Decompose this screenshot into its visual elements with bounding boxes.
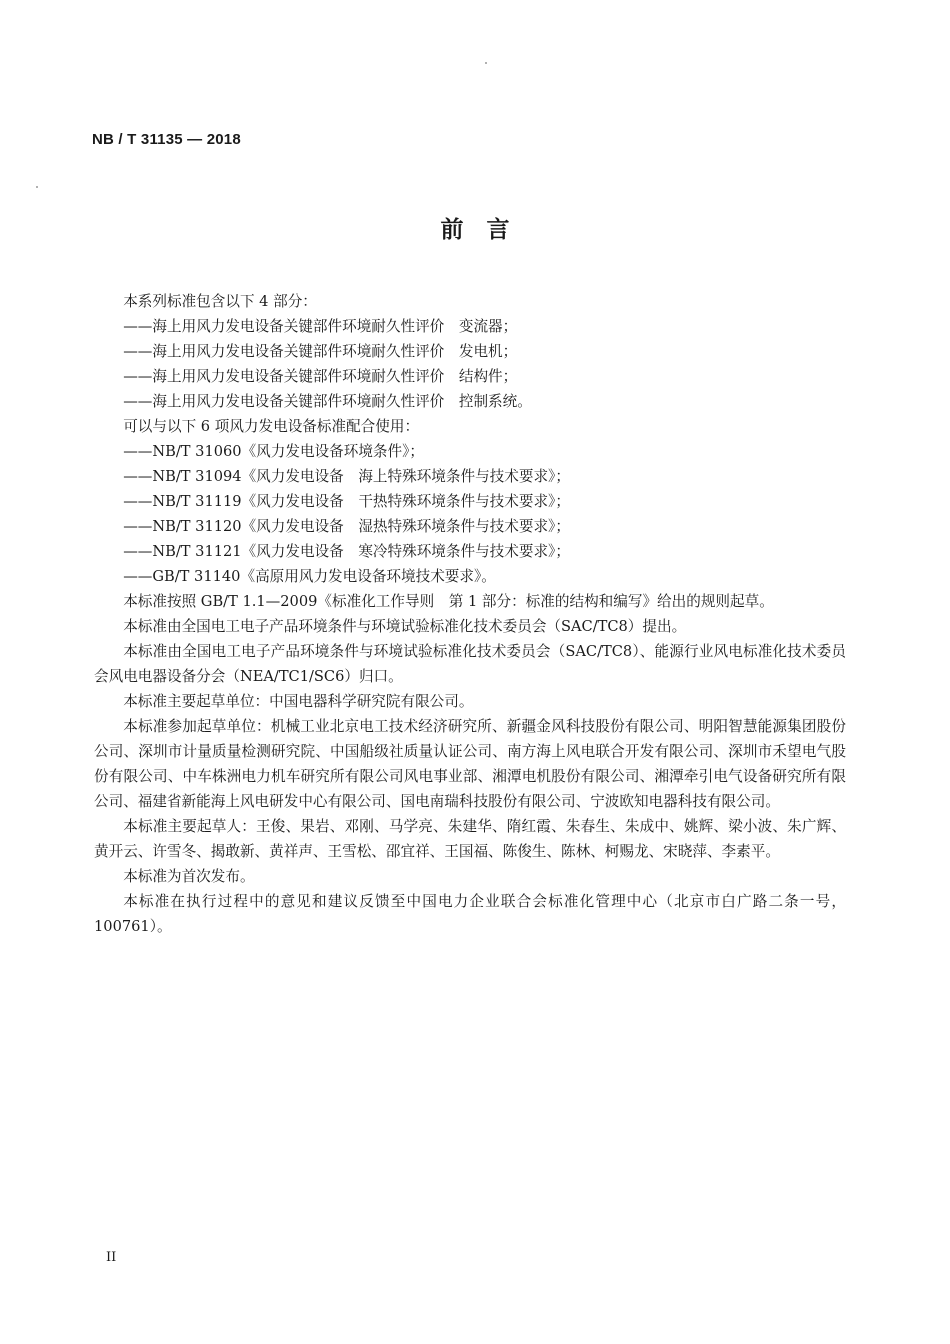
related-standard-item: ——NB/T 31060《风力发电设备环境条件》； [123,443,425,460]
related-standard-item: ——NB/T 31120《风力发电设备 湿热特殊环境条件与技术要求》； [123,518,570,535]
related-standard-item: ——GB/T 31140《高原用风力发电设备环境技术要求》。 [123,568,496,585]
standard-code: NB / T 31135 — 2018 [92,131,241,148]
participating-units-paragraph: 本标准参加起草单位：机械工业北京电工技术经济研究所、新疆金风科技股份有限公司、明阳智慧能源集团股份公司、深圳市计量质量检测研究院、中国船级社质量认证公司、南方海上风电联合开发有限公司、深圳市禾望电气股份有限公司、中车株洲电力机车研究所有限公司风电事业部、湘潭电机股份有限公司、湘潭牵引电气设备研究所有限公司、福建省新能海上风电研发中心有限公司、国电南瑞科技股份有限公司、宁波欧知电器科技有限公司。 [94,718,846,810]
intro-paragraph: 本系列标准包含以下 4 部分： [123,293,317,310]
foreword-body [94,289,846,939]
centralized-paragraph: 本标准由全国电工电子产品环境条件与环境试验标准化技术委员会（SAC/TC8）、能源行业风电标准化技术委员会风电电器设备分会（NEA/TC1/SC6）归口。 [94,643,846,685]
related-standard-item: ——NB/T 31121《风力发电设备 寒冷特殊环境条件与技术要求》； [123,543,570,560]
related-intro-paragraph: 可以与以下 6 项风力发电设备标准配合使用： [123,418,420,435]
part-item: ——海上用风力发电设备关键部件环境耐久性评价 发电机； [123,343,518,360]
feedback-paragraph: 本标准在执行过程中的意见和建议反馈至中国电力企业联合会标准化管理中心（北京市白广路二条一号，100761）。 [94,893,846,935]
scan-speck [485,62,487,64]
part-item: ——海上用风力发电设备关键部件环境耐久性评价 变流器； [123,318,518,335]
part-item: ——海上用风力发电设备关键部件环境耐久性评价 结构件； [123,368,518,385]
scan-speck [36,186,38,188]
related-standard-item: ——NB/T 31119《风力发电设备 干热特殊环境条件与技术要求》； [123,493,570,510]
related-standard-item: ——NB/T 31094《风力发电设备 海上特殊环境条件与技术要求》； [123,468,570,485]
first-release-paragraph: 本标准为首次发布。 [123,868,255,885]
page-number: II [106,1250,117,1265]
proposer-paragraph: 本标准由全国电工电子产品环境条件与环境试验标准化技术委员会（SAC/TC8）提出。 [123,618,687,635]
main-drafters-paragraph: 本标准主要起草人：王俊、果岩、邓刚、马学亮、朱建华、隋红霞、朱春生、朱成中、姚辉、梁小波、朱广辉、黄开云、许雪冬、揭敢新、黄祥声、王雪松、邵宜祥、王国福、陈俊生、陈林、柯赐龙、宋晓萍、李素平。 [94,818,846,860]
page-title: 前 言 [440,217,510,243]
part-item: ——海上用风力发电设备关键部件环境耐久性评价 控制系统。 [123,393,532,410]
main-drafter-unit-paragraph: 本标准主要起草单位：中国电器科学研究院有限公司。 [123,693,474,710]
drafting-rules-paragraph: 本标准按照 GB/T 1.1—2009《标准化工作导则 第 1 部分：标准的结构和编写》给出的规则起草。 [123,593,774,610]
